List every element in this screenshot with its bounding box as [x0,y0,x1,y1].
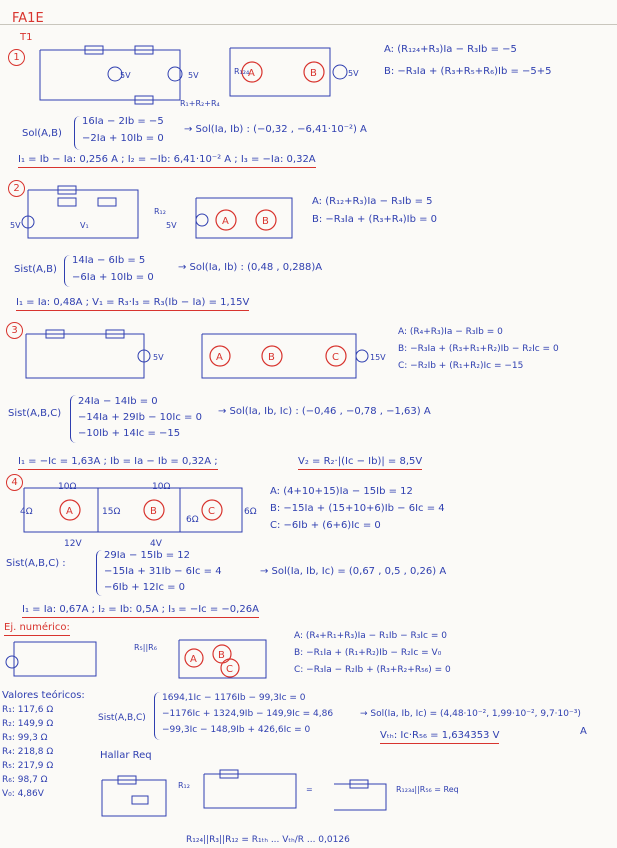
p1-brace [74,116,81,150]
p5-sys-1: 1694,1Ic − 1176Ib − 99,3Ic = 0 [162,693,306,703]
p5-system-label: Sist(A,B,C) [98,713,146,723]
svg-text:B: B [310,68,317,79]
p3-eq-a: A: (R₄+R₃)Ia − R₃Ib = 0 [398,327,503,337]
p5-value: V₀: 4,86V [2,789,44,799]
p4-brace [96,550,103,596]
svg-text:C: C [226,664,233,675]
p2-sys-1: 14Ia − 6Ib = 5 [72,255,146,266]
p5-value: R₅: 217,9 Ω [2,761,54,771]
p4-sys-1: 29Ia − 15Ib = 12 [104,550,191,561]
p4-result: I₁ = Ia: 0,67A ; I₂ = Ib: 0,5A ; I₃ = −Ic = −0,26A [22,604,259,618]
svg-text:R₅||R₆: R₅||R₆ [134,643,157,652]
p3-solution: → Sol(Ia, Ib, Ic) : (−0,46 , −0,78 , −1,63) A [218,406,431,417]
p5-req-resistor [132,796,148,804]
p5-req-circuit [96,766,496,826]
p5-value: R₁: 117,6 Ω [2,705,54,715]
problem-3-number: 3 [6,322,23,339]
p5-brace [154,692,161,740]
p5-value: R₃: 99,3 Ω [2,733,48,743]
svg-text:A: A [248,68,255,79]
p3-result-voltage: V₂ = R₂·|(Ic − Ib)| = 8,5V [298,456,422,470]
p4-src-label: 4V [150,539,162,549]
p4-eq-b: B: −15Ia + (15+10+6)Ib − 6Ic = 4 [270,503,445,514]
p4-eq-a: A: (4+10+15)Ia − 15Ib = 12 [270,486,413,497]
p1-eq-b: B: −R₃Ia + (R₃+R₅+R₆)Ib = −5+5 [384,66,552,77]
p5-source [6,656,18,668]
p5-value: R₆: 98,7 Ω [2,775,48,785]
p5-eq-b: B: −R₁Ia + (R₁+R₂)Ib − R₂Ic = V₀ [294,648,442,658]
svg-text:=: = [306,785,313,794]
svg-text:B: B [218,650,225,661]
p2-brace [64,255,71,287]
svg-text:C: C [332,352,339,363]
problem-1-number: 1 [8,49,25,66]
page-top-rule [0,24,617,25]
problem-2-circuit [8,184,338,244]
svg-text:A: A [216,352,223,363]
p5-req-loop [204,774,296,808]
p5-solution-unit: A [580,726,587,737]
svg-text:B: B [268,352,275,363]
svg-text:C: C [208,506,215,517]
p2-resistor [98,198,116,206]
p5-title: Ej. numérico: [4,622,70,636]
p1-circuit-loop [40,50,180,100]
p4-sys-2: −15Ia + 31Ib − 6Ic = 4 [104,566,222,577]
p5-values-title: Valores teóricos: [2,690,85,701]
svg-text:5V: 5V [153,353,164,362]
p2-source [196,214,208,226]
p5-circuit-loop [14,642,96,676]
svg-text:5V: 5V [166,221,177,230]
p5-circuit [4,636,294,686]
p4-res-label: 4Ω [20,507,33,517]
problem-4-circuit [16,480,256,548]
p3-source [356,350,368,362]
p5-sys-2: −1176Ic + 1324,9Ib − 149,9Ic = 4,86 [162,709,334,719]
p3-sys-1: 24Ia − 14Ib = 0 [78,396,158,407]
p4-sys-3: −6Ib + 12Ic = 0 [104,582,186,593]
problem-2-number: 2 [8,180,25,197]
svg-text:5V: 5V [188,71,199,80]
p5-eq-a: A: (R₄+R₁+R₃)Ia − R₁Ib − R₃Ic = 0 [294,631,447,641]
svg-text:15V: 15V [370,353,386,362]
svg-text:V₁: V₁ [80,221,89,230]
svg-text:R₁₂: R₁₂ [154,207,166,216]
p4-res-label: 10Ω [58,482,77,492]
p5-bottom-line: R₁₂₄||R₃||R₁₂ = R₁ₜₕ ... Vₜₕ/R ... 0,0126 [186,835,350,845]
p5-value: R₂: 149,9 Ω [2,719,54,729]
p5-vth: Vₜₕ: Ic·R₅₆ = 1,634353 V [380,730,499,744]
problem-1-circuit [30,44,370,110]
p4-res-label: 15Ω [102,507,121,517]
p2-eq-b: B: −R₃Ia + (R₃+R₄)Ib = 0 [312,214,438,225]
svg-text:R₁₂: R₁₂ [178,781,190,790]
p1-sys-2: −2Ia + 10Ib = 0 [82,133,164,144]
p4-solution: → Sol(Ia, Ib, Ic) = (0,67 , 0,5 , 0,26) A [260,566,447,577]
svg-text:R₁+R₂+R₄: R₁+R₂+R₄ [180,99,220,108]
p2-result: I₁ = Ia: 0,48A ; V₁ = R₃·I₃ = R₃(Ib − Ia) = 1,15V [16,297,249,311]
p2-eq-a: A: (R₁₂+R₃)Ia − R₃Ib = 5 [312,196,433,207]
svg-text:B: B [262,216,269,227]
p1-system-label: Sol(A,B) [22,128,62,139]
p3-system-label: Sist(A,B,C) [8,408,62,419]
page-title: FA1E [12,11,44,26]
p2-resistor [58,198,76,206]
p2-equiv-loop [196,198,292,238]
svg-text:5V: 5V [348,69,359,78]
p4-system-label: Sist(A,B,C) : [6,558,66,569]
p3-sys-2: −14Ia + 29Ib − 10Ic = 0 [78,412,202,423]
p1-source [333,65,347,79]
svg-text:A: A [66,506,73,517]
p2-circuit-loop [28,190,138,238]
p5-solution: → Sol(Ia, Ib, Ic) = (4,48·10⁻², 1,99·10⁻², 9,7·10⁻³) [360,709,581,719]
p5-req-loop [102,780,166,816]
p2-system-label: Sist(A,B) [14,264,57,275]
p2-solution: → Sol(Ia, Ib) : (0,48 , 0,288)A [178,262,323,273]
p3-eq-c: C: −R₂Ib + (R₁+R₂)Ic = −15 [398,361,524,371]
problem-3-circuit [16,324,396,388]
p1-sys-1: 16Ia − 2Ib = −5 [82,116,164,127]
p5-value: R₄: 218,8 Ω [2,747,54,757]
p5-eq-c: C: −R₃Ia − R₂Ib + (R₃+R₂+R₅₆) = 0 [294,665,451,675]
svg-text:5V: 5V [120,71,131,80]
svg-text:B: B [150,506,157,517]
p4-src-label: 12V [64,539,82,549]
svg-text:R₁₂₃₄||R₅₆ = Req: R₁₂₃₄||R₅₆ = Req [396,785,459,794]
p5-hallar-req: Hallar Req [100,750,152,761]
svg-text:5V: 5V [10,221,21,230]
page-subtitle: T1 [20,32,33,43]
p3-brace [70,395,77,443]
p1-solution: → Sol(Ia, Ib) : (−0,32 , −6,41·10⁻²) A [184,124,367,135]
p2-sys-2: −6Ia + 10Ib = 0 [72,272,154,283]
p4-res-label: 6Ω [186,515,199,525]
problem-4-number: 4 [6,474,23,491]
p1-result: I₁ = Ib − Ia: 0,256 A ; I₂ = −Ib: 6,41·10⁻² A ; I₃ = −Ia: 0,32A [18,154,316,168]
p4-res-label: 6Ω [244,507,257,517]
p3-result: I₁ = −Ic = 1,63A ; Ib = Ia − Ib = 0,32A ; [18,456,218,470]
p1-eq-a: A: (R₁₂₄+R₃)Ia − R₃Ib = −5 [384,44,517,55]
svg-text:A: A [190,654,197,665]
svg-text:R₁₂₄: R₁₂₄ [234,67,250,76]
p3-eq-b: B: −R₃Ia + (R₃+R₁+R₂)Ib − R₂Ic = 0 [398,344,559,354]
p3-circuit-loop [26,334,144,378]
p3-sys-3: −10Ib + 14Ic = −15 [78,428,181,439]
p5-sys-3: −99,3Ic − 148,9Ib + 426,6Ic = 0 [162,725,311,735]
p4-eq-c: C: −6Ib + (6+6)Ic = 0 [270,520,381,531]
p4-res-label: 10Ω [152,482,171,492]
svg-text:A: A [222,216,229,227]
